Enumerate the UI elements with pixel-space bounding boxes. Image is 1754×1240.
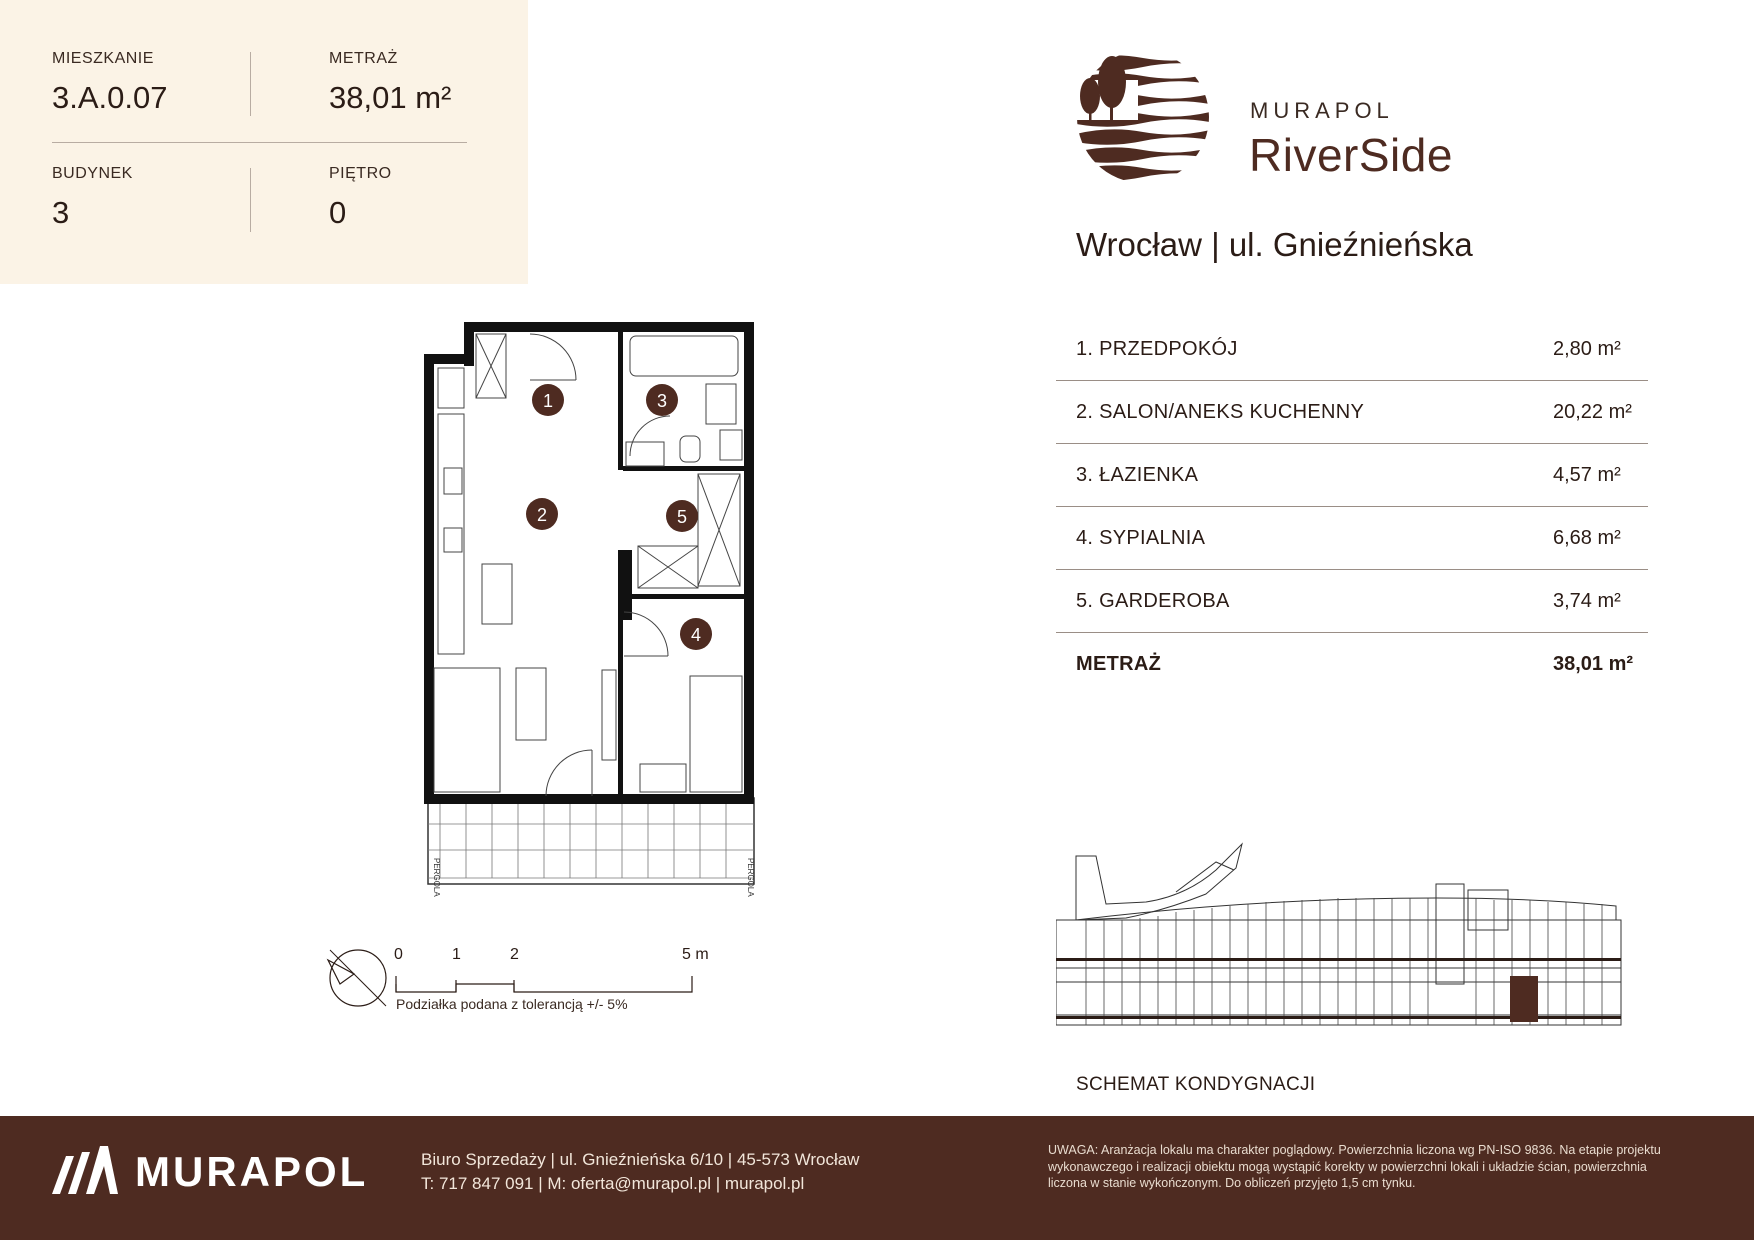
divider [250, 52, 251, 116]
contact-phone-email: T: 717 847 091 | M: oferta@murapol.pl | murapol.pl [421, 1174, 805, 1193]
floor-plan [420, 318, 762, 908]
room-area: 2,80 m² [1553, 338, 1621, 360]
divider [250, 168, 251, 232]
compass-icon [328, 950, 386, 1006]
room-area: 6,68 m² [1553, 527, 1621, 549]
floor-cell [329, 165, 392, 231]
apartment-label: MIESZKANIE [52, 50, 154, 67]
brand-name-top: MURAPOL [1250, 98, 1394, 123]
fixtures [434, 334, 742, 796]
room-area: 4,57 m² [1553, 464, 1621, 486]
divider [52, 142, 467, 143]
footer-brand: MURAPOL [135, 1148, 369, 1195]
floor-label: PIĘTRO [329, 165, 392, 182]
scale-tick: 2 [510, 946, 519, 963]
scale-tick: 1 [452, 946, 461, 963]
scale-tick: 0 [394, 946, 403, 963]
total-row [1056, 633, 1648, 695]
rooms-table [1056, 318, 1648, 695]
apartment-value: 3.A.0.07 [52, 80, 168, 115]
total-area: 38,01 m² [1553, 653, 1634, 675]
building-cell [52, 165, 133, 231]
area-cell [329, 50, 451, 116]
table-row [1056, 444, 1648, 507]
scale-tick: 5 m [682, 946, 709, 963]
total-label: METRAŻ [1076, 653, 1162, 675]
schema-label: SCHEMAT KONDYGNACJI [1076, 1074, 1316, 1095]
contact-info [421, 1148, 859, 1196]
room-number-4: 4 [690, 625, 702, 645]
footer [0, 1116, 1754, 1240]
room-number-3: 3 [656, 391, 668, 411]
table-row [1056, 507, 1648, 570]
storey-schema [1056, 840, 1626, 1030]
riverside-logo-icon [1076, 50, 1210, 184]
room-name: 5. GARDEROBA [1076, 590, 1230, 612]
terrace [428, 798, 755, 897]
disclaimer-note: UWAGA: Aranżacja lokalu ma charakter poglądowy. Powierzchnia liczona wg PN-ISO 9836. Na etapie projektu wykonawczego i realizacji obiektu mogą wystąpić korekty w powierzchni lokali i układzie ścian, powierzchnia liczona w stanie wykończonym. Do obliczeń przyjęto 1,5 cm tynku. [1048, 1143, 1661, 1190]
floor-value: 0 [329, 195, 347, 230]
walls [424, 322, 754, 804]
room-area: 3,74 m² [1553, 590, 1621, 612]
table-row [1056, 381, 1648, 444]
room-area: 20,22 m² [1553, 401, 1632, 423]
room-number-5: 5 [676, 507, 688, 527]
building-value: 3 [52, 195, 70, 230]
apartment-cell [52, 50, 167, 116]
apartment-info-panel [0, 0, 528, 284]
location-title: Wrocław | ul. Gnieźnieńska [1076, 226, 1473, 263]
room-name: 3. ŁAZIENKA [1076, 464, 1199, 486]
table-row [1056, 570, 1648, 633]
brand-name-main: RiverSide [1249, 129, 1453, 181]
pergola-label-left: PERGOLA [432, 858, 441, 897]
area-label: METRAŻ [329, 50, 398, 67]
pergola-label-right: PERGOLA [746, 858, 755, 897]
room-name: 4. SYPIALNIA [1076, 527, 1206, 549]
building-label: BUDYNEK [52, 165, 133, 182]
contact-address: Biuro Sprzedaży | ul. Gnieźnieńska 6/10 | 45-573 Wrocław [421, 1150, 860, 1169]
room-name: 2. SALON/ANEKS KUCHENNY [1076, 401, 1365, 423]
murapol-logo-icon [52, 1146, 118, 1194]
room-number-1: 1 [542, 391, 554, 411]
room-name: 1. PRZEDPOKÓJ [1076, 338, 1238, 360]
area-value: 38,01 m² [329, 80, 452, 115]
room-number-2: 2 [536, 505, 548, 525]
scale-note: Podziałka podana z tolerancją +/- 5% [396, 996, 628, 1012]
highlighted-apartment [1510, 976, 1538, 1022]
table-row [1056, 318, 1648, 381]
